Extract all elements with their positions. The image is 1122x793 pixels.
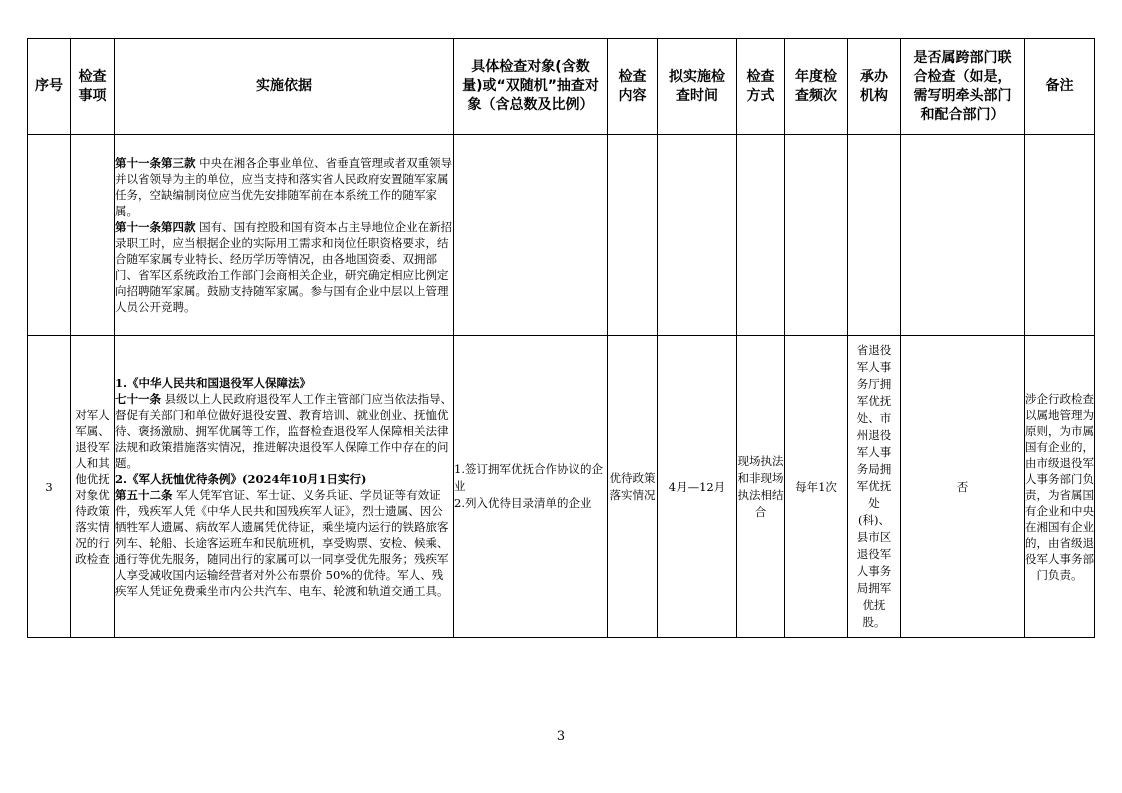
article-title: 第十一条第四款 [115, 220, 196, 234]
cell-joint: 否 [901, 336, 1025, 638]
cell-org [848, 135, 901, 336]
law-title: 1.《中华人民共和国退役军人保障法》 [115, 375, 312, 390]
law-title: 2.《军人抚恤优待条例》(2024年10月1日实行) [115, 471, 367, 486]
article-text: 国有、国有控股和国有资本占主导地位企业在新招录职工时，应当根据企业的实际用工需求和岗位任职资格要求，结合随军家属专业特长、经历学历等情况，由各地国资委、双拥部门、省军区系统政治工作部门会商相关企业，研究确定相应比例定向招聘随军家属。鼓励支持随军家属。参与国有企业中层以上管理人员公开竞聘。 [115, 220, 453, 314]
cell-targets [454, 135, 608, 336]
header-basis: 实施依据 [115, 39, 454, 135]
header-remark: 备注 [1025, 39, 1095, 135]
article-text: 军人凭军官证、军士证、义务兵证、学员证等有效证件，残疾军人凭《中华人民共和国残疾军人证》，烈士遗属、因公牺牲军人遗属、病故军人遗属凭优待证，乘坐境内运行的铁路旅客列车、轮船、长途客运班车和民航班机，享受购票、安检、候乘、通行等优先服务，随同出行的家属可以一同享受优先服务；残疾军人享受减收国内运输经营者对外公布票价 50%的优待。军人、残疾军人凭证免费乘坐市内公共汽车、电车、轮渡和轨道交通工具。 [115, 487, 449, 598]
cell-org: 省退役军人事务厅拥军优抚处、市州退役军人事务局拥军优抚处(科)、县市区退役军人事务局拥军优抚股。 [848, 336, 901, 638]
cell-method: 现场执法和非现场执法相结合 [737, 336, 785, 638]
basis-paragraph [115, 219, 453, 315]
basis-paragraph [115, 487, 453, 599]
cell-joint [901, 135, 1025, 336]
cell-seq [28, 135, 71, 336]
article-title: 第五十二条 [115, 487, 173, 502]
table-row [28, 336, 1095, 638]
header-seq: 序号 [28, 39, 71, 135]
header-org: 承办机构 [848, 39, 901, 135]
basis-paragraph [115, 391, 453, 471]
cell-time [658, 135, 737, 336]
table-row [28, 135, 1095, 336]
cell-freq: 每年1次 [785, 336, 848, 638]
cell-basis [115, 135, 454, 336]
header-time: 拟实施检查时间 [658, 39, 737, 135]
article-title: 第十一条第三款 [115, 156, 196, 170]
cell-method [737, 135, 785, 336]
cell-freq [785, 135, 848, 336]
header-targets: 具体检查对象(含数量)或“双随机”抽查对象（含总数及比例） [454, 39, 608, 135]
header-row [28, 39, 1095, 135]
cell-item: 对军人军属、退役军人和其他优抚对象优待政策落实情况的行政检查 [71, 336, 115, 638]
header-joint: 是否属跨部门联合检查（如是，需写明牵头部门和配合部门） [901, 39, 1025, 135]
header-method: 检查方式 [737, 39, 785, 135]
header-content: 检查内容 [608, 39, 658, 135]
inspection-table [27, 38, 1095, 638]
article-title: 七十一条 [115, 391, 161, 406]
cell-remark [1025, 135, 1095, 336]
page-number: 3 [556, 729, 566, 744]
header-freq: 年度检查频次 [785, 39, 848, 135]
article-text: 县级以上人民政府退役军人工作主管部门应当依法指导、督促有关部门和单位做好退役安置、教育培训、就业创业、抚恤优待、褒扬激励、拥军优属等工作，监督检查退役军人保障相关法律法规和政策措施落实情况，推进解决退役军人保障工作中存在的问题。 [115, 391, 453, 470]
article-text: 中央在湘各企事业单位、省垂直管理或者双重领导并以省领导为主的单位，应当支持和落实省人民政府安置随军家属任务，空缺编制岗位应当优先安排随军前在本系统工作的随军家属。 [115, 156, 453, 218]
cell-seq: 3 [28, 336, 71, 638]
cell-remark: 涉企行政检查以属地管理为原则，为市属国有企业的，由市级退役军人事务部门负责，为省属国有企业和中央在湘国有企业的，由省级退役军人事务部门负责。 [1025, 336, 1095, 638]
cell-time: 4月—12月 [658, 336, 737, 638]
cell-content: 优待政策落实情况 [608, 336, 658, 638]
cell-item [71, 135, 115, 336]
cell-targets: 1.签订拥军优抚合作协议的企业 2.列入优待目录清单的企业 [454, 336, 608, 638]
cell-content [608, 135, 658, 336]
cell-basis [115, 336, 454, 638]
header-item: 检查事项 [71, 39, 115, 135]
basis-paragraph [115, 155, 453, 219]
